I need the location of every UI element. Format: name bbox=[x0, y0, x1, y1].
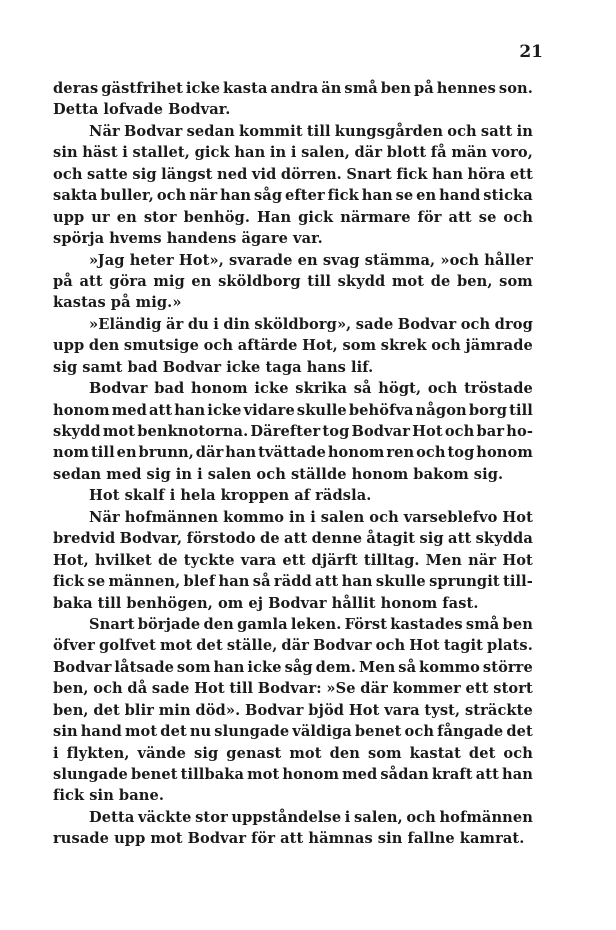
text-line: kastas på mig.» bbox=[53, 294, 182, 312]
paragraph bbox=[53, 314, 533, 378]
body-text bbox=[53, 78, 533, 850]
text-line: sin hand mot det nu slungade väldiga benet och fångade det bbox=[53, 723, 533, 741]
text-line: Bodvar bad honom icke skrika så högt, och tröstade bbox=[89, 380, 533, 398]
text-line: Bodvar låtsade som han icke såg dem. Men så kommo större bbox=[53, 658, 533, 676]
paragraph bbox=[53, 78, 533, 121]
text-line: Hot skalf i hela kroppen af rädsla. bbox=[89, 487, 372, 505]
text-line: fick sin bane. bbox=[53, 787, 165, 805]
paragraph bbox=[53, 250, 533, 314]
text-line: Detta lofvade Bodvar. bbox=[53, 101, 231, 119]
text-line: på att göra mig en sköldborg till skydd mot de ben, som bbox=[53, 272, 533, 290]
text-line: Snart började den gamla leken. Först kastades små ben bbox=[89, 615, 533, 633]
text-line: Hot, hvilket de tyckte vara ett djärft tilltag. Men när Hot bbox=[53, 551, 533, 569]
page-number: 21 bbox=[519, 42, 543, 62]
text-line: sakta buller, och när han såg efter fick han se en hand sticka bbox=[53, 187, 533, 205]
paragraph bbox=[53, 378, 533, 485]
paragraph bbox=[53, 807, 533, 850]
text-line: skydd mot benknotorna. Därefter tog Bodvar Hot och bar ho- bbox=[53, 423, 533, 440]
paragraph bbox=[53, 121, 533, 250]
text-line: sedan med sig in i salen och ställde honom bakom sig. bbox=[53, 465, 504, 483]
text-line: När Bodvar sedan kommit till kungsgården och satt in bbox=[89, 122, 533, 140]
text-line: »Eländig är du i din sköldborg», sade Bodvar och drog bbox=[89, 315, 533, 333]
paragraph bbox=[53, 485, 533, 506]
text-line: upp ur en stor benhög. Han gick närmare för att se och bbox=[53, 208, 533, 226]
text-line: honom med att han icke vidare skulle behöfva någon borg till bbox=[53, 401, 533, 419]
text-line: slungade benet tillbaka mot honom med sådan kraft att han bbox=[53, 766, 533, 783]
text-line: baka till benhögen, om ej Bodvar hållit honom fast. bbox=[53, 594, 479, 612]
text-line: fick se männen, blef han så rädd att han skulle sprungit till- bbox=[53, 573, 533, 591]
text-line: öfver golfvet mot det ställe, där Bodvar och Hot tagit plats. bbox=[53, 637, 533, 655]
text-line: spörja hvems handens ägare var. bbox=[53, 230, 323, 248]
text-line: i flykten, vände sig genast mot den som kastat det och bbox=[53, 744, 533, 762]
text-line: När hofmännen kommo in i salen och varseblefvo Hot bbox=[89, 508, 533, 526]
text-line: nom till en brunn, där han tvättade honom ren och tog honom bbox=[53, 444, 533, 462]
text-line: och satte sig längst ned vid dörren. Snart fick han höra ett bbox=[53, 165, 533, 183]
text-line: ben, det blir min död». Bodvar bjöd Hot vara tyst, sträckte bbox=[53, 701, 533, 719]
paragraph bbox=[53, 614, 533, 807]
paragraph bbox=[53, 507, 533, 614]
text-line: bredvid Bodvar, förstodo de att denne åtagit sig att skydda bbox=[53, 530, 533, 548]
text-line: ben, och då sade Hot till Bodvar: »Se där kommer ett stort bbox=[53, 680, 533, 698]
text-line: deras gästfrihet icke kasta andra än små ben på hennes son. bbox=[53, 80, 533, 97]
text-line: rusade upp mot Bodvar för att hämnas sin fallne kamrat. bbox=[53, 830, 525, 848]
text-line: sig samt bad Bodvar icke taga hans lif. bbox=[53, 358, 374, 376]
text-line: upp den smutsige och aftärde Hot, som skrek och jämrade bbox=[53, 337, 533, 355]
text-line: sin häst i stallet, gick han in i salen, där blott få män voro, bbox=[53, 144, 533, 162]
text-line: »Jag heter Hot», svarade en svag stämma, »och håller bbox=[89, 251, 533, 269]
text-line: Detta väckte stor uppståndelse i salen, och hofmännen bbox=[89, 808, 533, 826]
